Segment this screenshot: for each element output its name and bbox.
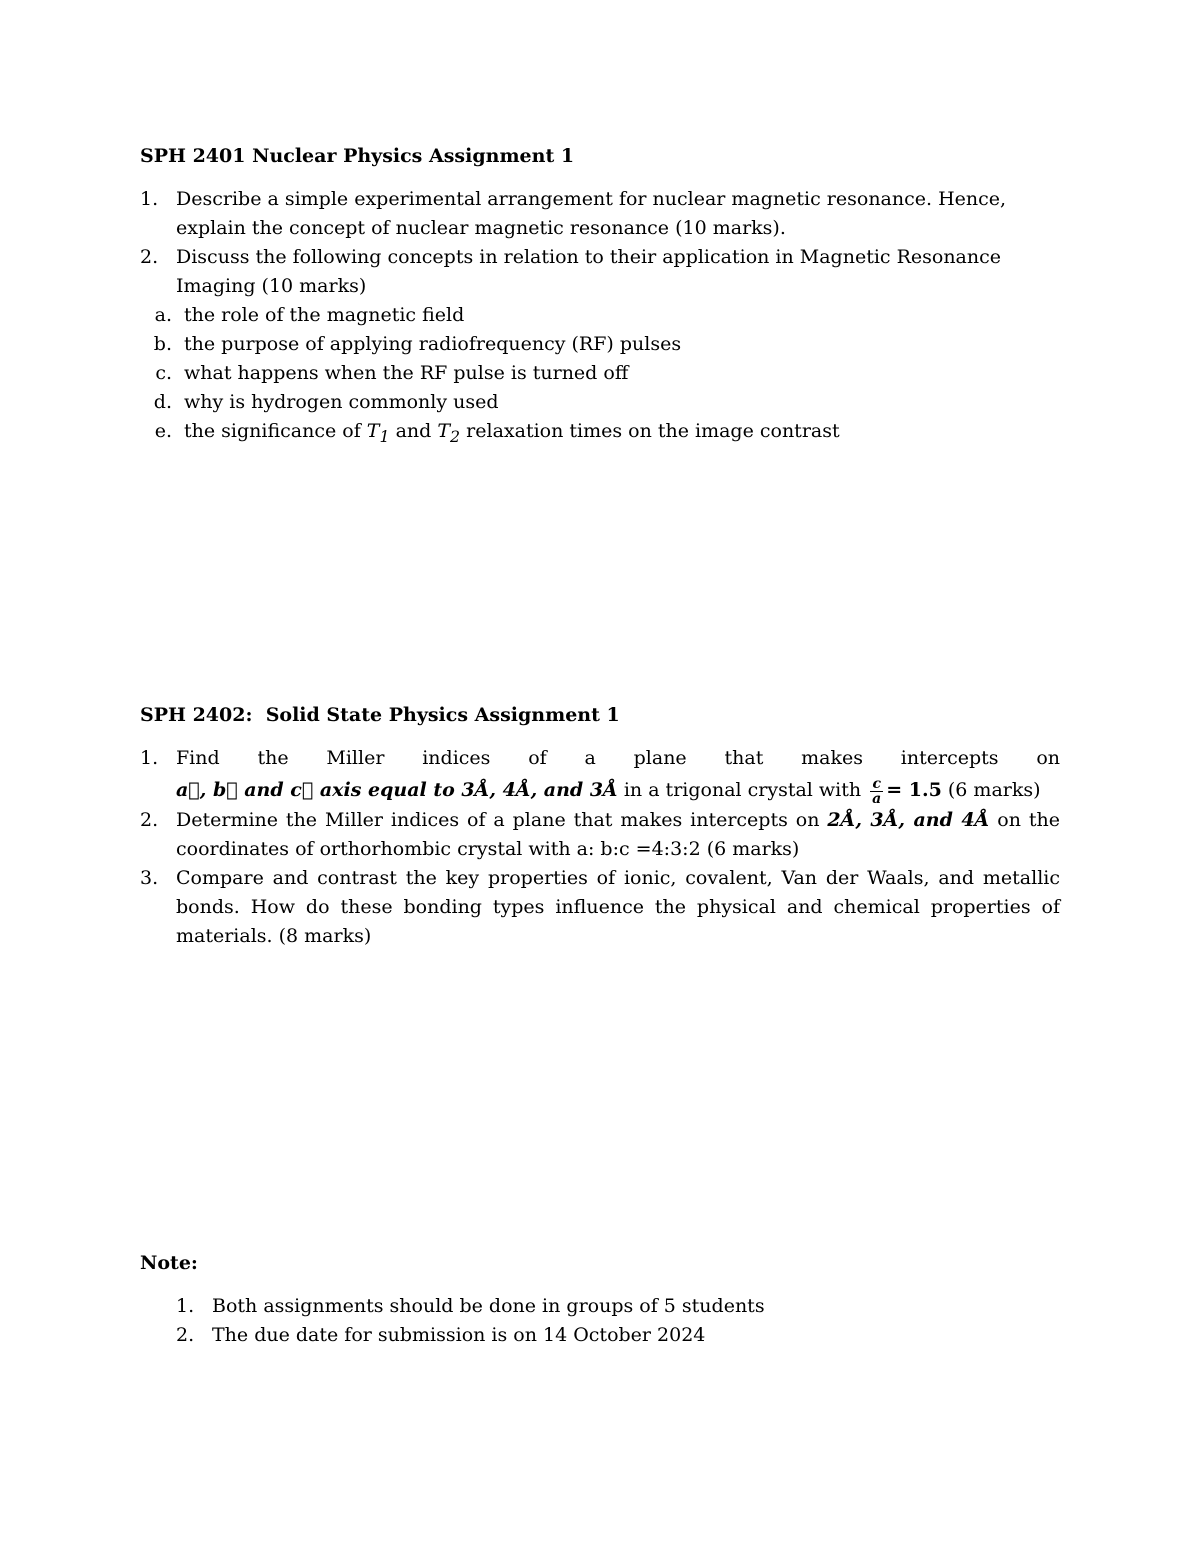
text-run: on the coordinates of orthorhombic crystal with a: b:c =4:3:2 (6 marks)	[176, 808, 1061, 860]
intercepts-math: 2Å, 3Å, and 4Å	[827, 808, 990, 831]
text-run: and	[389, 420, 438, 442]
t2-letter: T	[437, 420, 451, 442]
fraction-numerator: c	[870, 777, 883, 792]
subitem-letter: b.	[153, 333, 172, 355]
question-number: 3.	[140, 866, 159, 889]
solid-state-heading: SPH 2402: Solid State Physics Assignment 1	[140, 704, 620, 726]
nuclear-physics-section	[140, 142, 1060, 451]
solid-question-2	[140, 806, 1060, 864]
t1-letter: T	[366, 420, 380, 442]
subitem-text: why is hydrogen commonly used	[184, 391, 499, 413]
t1-symbol	[366, 420, 390, 446]
subitem-text: the purpose of applying radiofrequency (RF) pulses	[184, 333, 682, 355]
question-text: Compare and contrast the key properties of ionic, covalent, Van der Waals, and metallic bonds. How do these bonding types influence the physical and chemical properties of materials. (8 marks)	[176, 866, 1060, 947]
subitem	[140, 417, 1060, 451]
subitem-text: what happens when the RF pulse is turned off	[184, 362, 629, 384]
note-text: The due date for submission is on 14 October 2024	[212, 1324, 706, 1346]
question-number: 2.	[140, 808, 159, 831]
text-run: in a trigonal crystal with	[617, 779, 868, 801]
subitem	[140, 301, 1060, 330]
t2-symbol	[437, 420, 461, 446]
text-run: Determine the Miller indices of a plane that makes intercepts on	[176, 808, 828, 831]
note-heading: Note:	[140, 1252, 198, 1274]
subitem	[140, 330, 1060, 359]
note-text: Both assignments should be done in groups of 5 students	[212, 1295, 765, 1317]
nuclear-question-1	[140, 185, 1060, 243]
solid-question-3	[140, 864, 1060, 951]
text-run: the significance of	[184, 420, 367, 442]
question-line-2	[176, 776, 1060, 806]
subitem-text	[184, 420, 840, 446]
nuclear-subitem-list	[140, 301, 1060, 451]
text-run: (6 marks)	[941, 779, 1041, 801]
text-run: relaxation times on the image contrast	[460, 420, 840, 442]
question-number: 1.	[140, 188, 159, 210]
nuclear-question-list	[140, 185, 1060, 451]
note-section	[140, 1249, 1060, 1350]
note-item	[140, 1292, 1060, 1321]
note-number: 2.	[176, 1324, 195, 1346]
ratio-value-math: = 1.5	[886, 779, 942, 801]
subitem	[140, 388, 1060, 417]
note-list	[140, 1292, 1060, 1350]
note-number: 1.	[176, 1295, 195, 1317]
fraction-denominator: a	[872, 790, 882, 807]
question-line-1: Find the Miller indices of a plane that makes intercepts on	[176, 747, 1060, 769]
t2-subscript: 2	[450, 426, 461, 446]
question-number: 2.	[140, 246, 159, 268]
solid-question-list	[140, 744, 1060, 951]
c-over-a-fraction	[870, 777, 883, 806]
nuclear-question-2	[140, 243, 1060, 451]
solid-state-section	[140, 701, 1060, 951]
nuclear-physics-heading: SPH 2401 Nuclear Physics Assignment 1	[140, 145, 575, 167]
subitem-text: the role of the magnetic field	[184, 304, 465, 326]
t1-subscript: 1	[379, 426, 390, 446]
subitem-letter: a.	[154, 304, 172, 326]
subitem-letter: c.	[155, 362, 172, 384]
question-number: 1.	[140, 747, 159, 769]
subitem	[140, 359, 1060, 388]
question-text: Discuss the following concepts in relation to their application in Magnetic Resonance Imaging (10 marks)	[176, 246, 1002, 297]
subitem-letter: d.	[153, 391, 172, 413]
question-text: Describe a simple experimental arrangement for nuclear magnetic resonance. Hence, explain the concept of nuclear magnetic resonance (10 marks).	[176, 188, 1007, 239]
intercepts-math: a⃗, b⃗ and c⃗ axis equal to 3Å, 4Å, and 3Å	[176, 779, 618, 801]
solid-question-1	[140, 744, 1060, 806]
subitem-letter: e.	[154, 420, 172, 442]
note-item	[140, 1321, 1060, 1350]
